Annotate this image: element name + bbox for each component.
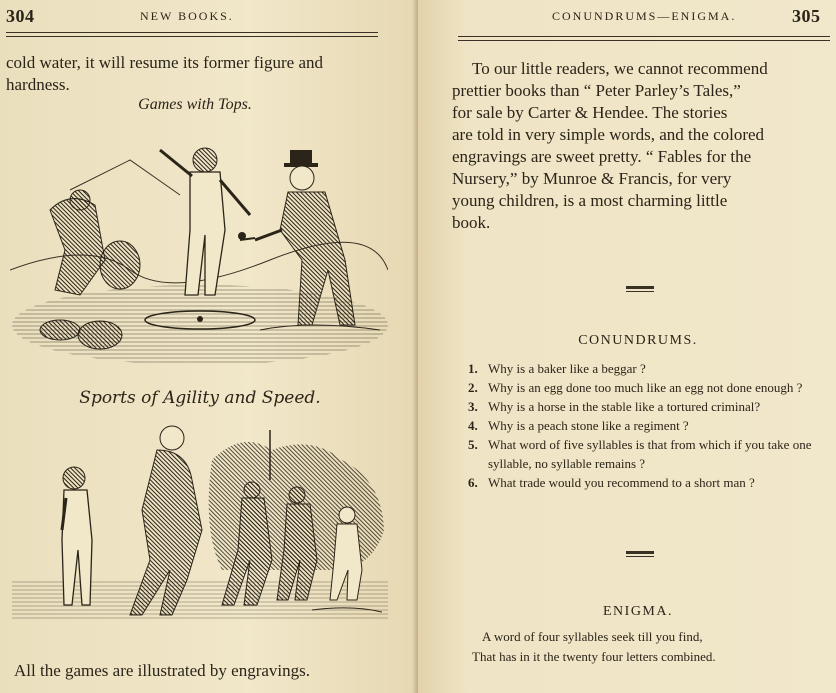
right-page	[418, 0, 836, 693]
page-number-left: 304	[6, 6, 35, 26]
header-rule-right-2	[458, 40, 830, 41]
illustration-caption-sports: Sports of Agility and Speed.	[79, 388, 321, 408]
paragraph-line: for sale by Carter & Hendee. The stories	[452, 103, 728, 122]
list-item	[468, 359, 828, 378]
item-number: 5.	[468, 437, 478, 452]
recommendation-paragraph	[452, 58, 830, 234]
item-number: 3.	[468, 399, 478, 414]
illustration-caption-tops: Games with Tops.	[138, 96, 252, 113]
item-text: What word of five syllables is that from which if you take one syllable, no syllable remains ?	[488, 437, 812, 471]
closing-text: All the games are illustrated by engravings.	[14, 661, 310, 680]
item-text: What trade would you recommend to a short man ?	[488, 475, 755, 490]
list-item	[468, 473, 828, 492]
running-head-right: CONUNDRUMS—ENIGMA.	[552, 9, 737, 23]
enigma-heading: ENIGMA.	[603, 604, 673, 619]
header-rule-left-2	[6, 36, 378, 37]
enigma-line-1: A word of four syllables seek till you find,	[482, 629, 703, 644]
engraving-sports-of-agility	[12, 420, 388, 632]
conundrums-heading: CONUNDRUMS.	[578, 333, 698, 348]
item-text: Why is an egg done too much like an egg not done enough ?	[488, 380, 803, 395]
paragraph-line: To our little readers, we cannot recommend	[472, 59, 768, 78]
list-item	[468, 397, 828, 416]
list-item	[468, 435, 828, 473]
item-number: 6.	[468, 475, 478, 490]
engraving-games-with-tops	[10, 120, 388, 368]
header-rule-left	[6, 32, 378, 33]
paragraph-line: Nursery,” by Munroe & Francis, for very	[452, 169, 732, 188]
paragraph-line: are told in very simple words, and the colored	[452, 125, 765, 144]
enigma-line-2: That has in it the twenty four letters combined.	[472, 649, 716, 664]
opening-text: cold water, it will resume its former figure and hardness.	[6, 53, 324, 94]
item-text: Why is a peach stone like a regiment ?	[488, 418, 689, 433]
item-text: Why is a horse in the stable like a tortured criminal?	[488, 399, 761, 414]
section-ornament	[626, 286, 654, 289]
item-number: 4.	[468, 418, 478, 433]
section-ornament	[626, 551, 654, 554]
paragraph-line: prettier books than “ Peter Parley’s Tales,”	[452, 81, 741, 100]
list-item	[468, 378, 828, 397]
running-head-left: NEW BOOKS.	[140, 9, 234, 23]
item-text: Why is a baker like a beggar ?	[488, 361, 646, 376]
item-number: 1.	[468, 361, 478, 376]
item-number: 2.	[468, 380, 478, 395]
paragraph-line: book.	[452, 213, 491, 232]
page-number-right: 305	[792, 6, 821, 26]
conundrums-list	[468, 359, 828, 492]
paragraph-line: engravings are sweet pretty. “ Fables for the	[452, 147, 752, 166]
paragraph-line: young children, is a most charming little	[452, 191, 728, 210]
list-item	[468, 416, 828, 435]
header-rule-right	[458, 36, 830, 37]
